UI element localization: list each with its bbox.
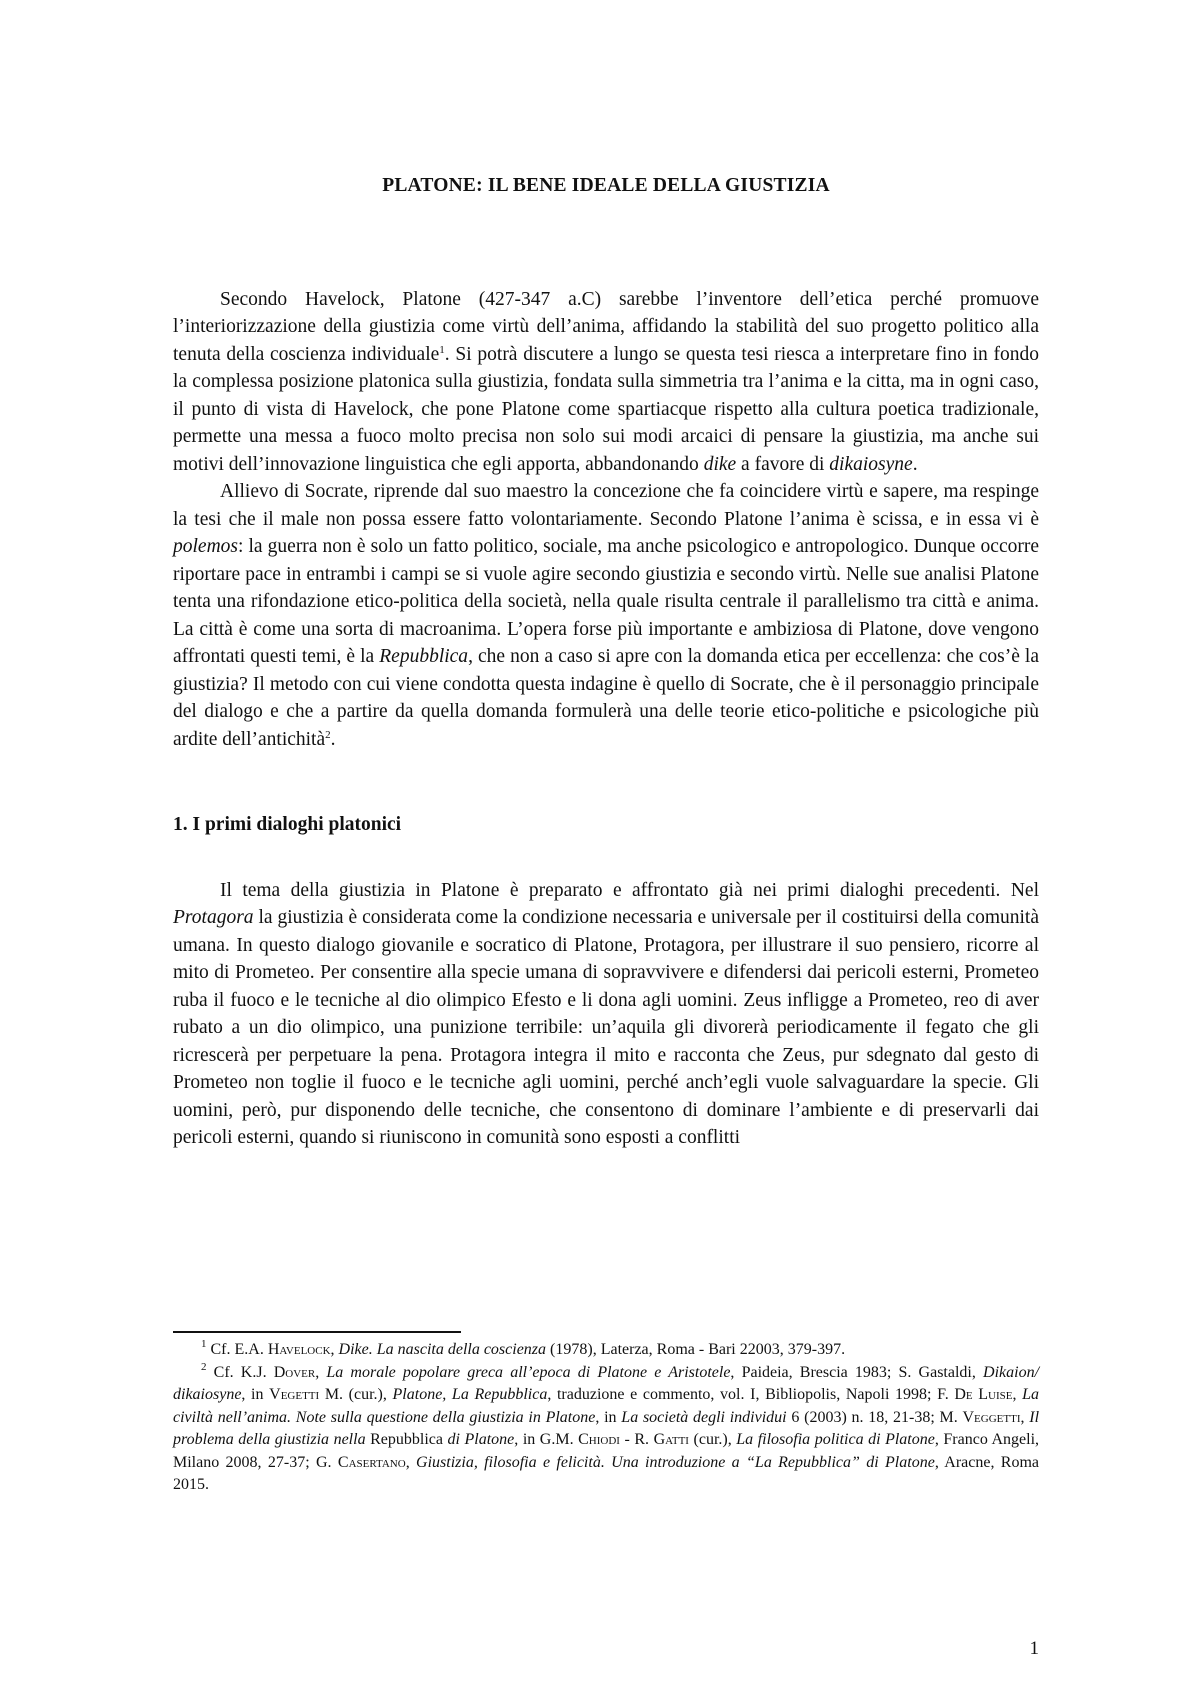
page-number: 1 xyxy=(1029,1638,1039,1659)
intro-paragraph-2: Allievo di Socrate, riprende dal suo maestro la concezione che fa coincidere virtù e sapere, ma respinge la tesi che il male non possa essere fatto volontariamente. Secondo Platone l’anima è scissa, e in essa vi è polemos: la guerra non è solo un fatto politico, sociale, ma anche psicologico e antropologico. Dunque occorre riportare pace in entrambi i campi se si vuole agire secondo giustizia e secondo virtù. Nelle sue analisi Platone tenta una rifondazione etico-politica della società, nella quale risulta centrale il parallelismo tra città e anima. La città è come una sorta di macroanima. L’opera forse più importante e ambiziosa di Platone, dove vengono affrontati questi temi, è la Repubblica, che non a caso si apre con la domanda etica per eccellenza: che cos’è la giustizia? Il metodo con cui viene condotta questa indagine è quello di Socrate, che è il personaggio principale del dialogo e che a partire da quella domanda formulerà una delle teorie etico-politiche e psicologiche più ardite dell’antichità$^2$. xyxy=(173,481,1039,750)
intro-paragraph-1: Secondo Havelock, Platone (427-347 a.C) sarebbe l’inventore dell’etica perché promuove l’interiorizzazione della giustizia come virtù dell’anima, affidando la stabilità del suo progetto politico alla tenuta della coscienza individuale$^1$. Si potrà discutere a lungo se questa tesi riesca a interpretare fino in fondo la complessa posizione platonica sulla giustizia, fondata sulla simmetria tra l’anima e la citta, ma in ogni caso, il punto di vista di Havelock, che pone Platone come spartiacque rispetto alla cultura poetica tradizionale, permette una messa a fuoco molto precisa non solo sui modi arcaici di pensare la giustizia, ma anche sui motivi dell’innovazione linguistica che egli apporta, abbandonando dike a favore di dikaiosyne. xyxy=(173,288,1039,475)
section-1-paragraph: Il tema della giustizia in Platone è preparato e affrontato già nei primi dialoghi precedenti. Nel Protagora la giustizia è considerata come la condizione necessaria e universale per il costituirsi della comunità umana. In questo dialogo giovanile e socratico di Platone, Protagora, per illustrare il suo pensiero, ricorre al mito di Prometeo. Per consentire alla specie umana di sopravvivere e difendersi dai pericoli esterni, Prometeo ruba il fuoco e le tecniche al dio olimpico Efesto e li dona agli uomini. Zeus infligge a Prometeo, reo di aver rubato a un dio olimpico, una punizione terribile: un’aquila gli divorerà periodicamente il fegato che gli ricrescerà per perpetuare la pena. Protagora integra il mito e racconta che Zeus, pur sdegnato dal gesto di Prometeo non toglie il fuoco e le tecniche agli uomini, perché anch’egli vuole salvaguardare la specie. Gli uomini, però, pur disponendo delle tecniche, che consentono di dominare l’ambiente e di preservarli dai pericoli esterni, quando si riuniscono in comunità sono esposti a conflitti xyxy=(173,879,1039,1148)
body-text xyxy=(173,172,1039,1152)
section-heading: 1. I primi dialoghi platonici xyxy=(173,814,402,835)
footnotes xyxy=(173,1339,1039,1497)
footnote-1: $^1$ Cf. E.A. Havelock, Dike. La nascita della coscienza (1978), Laterza, Roma - Bari 22003, 379-397. xyxy=(201,1338,846,1358)
footnote-separator xyxy=(173,1331,461,1333)
document-title: PLATONE: IL BENE IDEALE DELLA GIUSTIZIA xyxy=(382,175,830,196)
footnote-ref-1[interactable]: 1 xyxy=(439,343,445,356)
footnote-2: $^2$ Cf. K.J. Dover, La morale popolare greca all’epoca di Platone e Aristotele, Paideia, Brescia 1983; S. Gastaldi, Dikaion/ dikaiosyne, in Vegetti M. (cur.), Platone, La Repubblica, traduzione e commento, vol. I, Bibliopolis, Napoli 1998; F. De Luise, La civiltà nell’anima. Note sulla questione della giustizia in Platone, in La società degli individui 6 (2003) n. 18, 21-38; M. Veggetti, Il problema della giustizia nella Repubblica di Platone, in G.M. Chiodi - R. Gatti (cur.), La filosofia politica di Platone, Franco Angeli, Milano 2008, 27-37; G. Casertano, Giustizia, filosofia e felicità. Una introduzione a “La Repubblica” di Platone, Aracne, Roma 2015. xyxy=(173,1360,1040,1493)
footnote-ref-2[interactable]: 2 xyxy=(325,728,331,741)
